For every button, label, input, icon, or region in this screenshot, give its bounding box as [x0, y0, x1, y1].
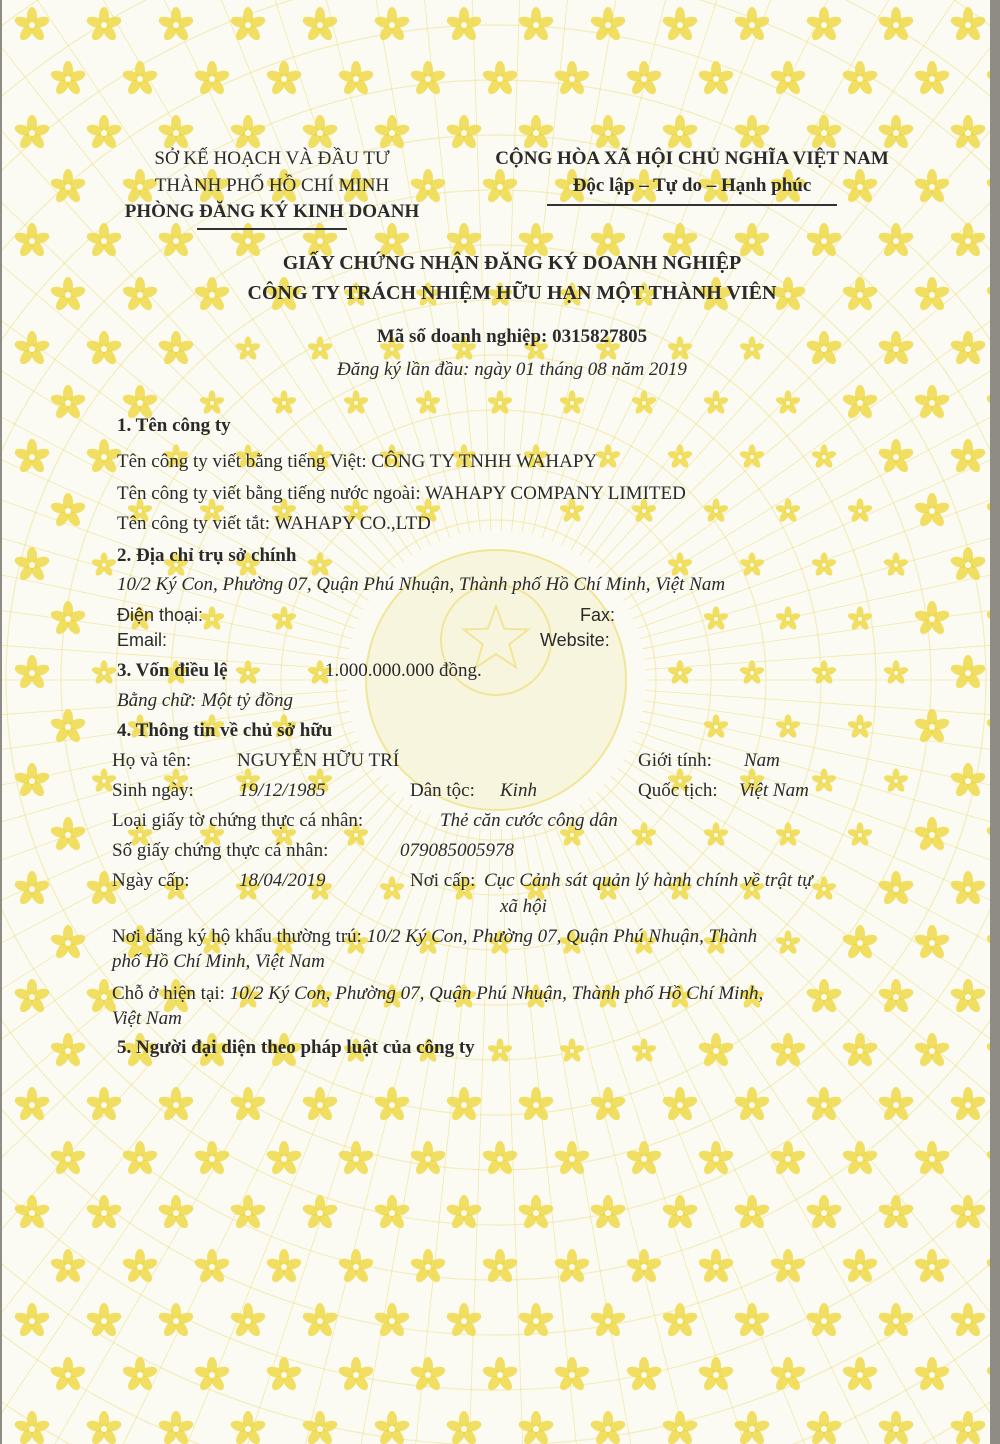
- issuer-department: SỞ KẾ HOẠCH VÀ ĐẦU TƯ: [154, 148, 390, 169]
- section-5-heading: 5. Người đại diện theo pháp luật của công ty: [117, 1037, 475, 1058]
- header-right-underline: [547, 204, 837, 206]
- issue-date-label: Ngày cấp:: [112, 870, 190, 891]
- certificate-page: [2, 0, 990, 1444]
- dob-value: 19/12/1985: [239, 780, 326, 801]
- national-motto: Độc lập – Tự do – Hạnh phúc: [572, 175, 812, 196]
- gender-value: Nam: [744, 750, 780, 771]
- permanent-residence-row: [112, 926, 757, 948]
- national-title: CỘNG HÒA XÃ HỘI CHỦ NGHĨA VIỆT NAM: [495, 148, 889, 169]
- section-4-heading: 4. Thông tin về chủ sở hữu: [117, 720, 333, 741]
- certificate-title: GIẤY CHỨNG NHẬN ĐĂNG KÝ DOANH NGHIỆP: [282, 252, 742, 274]
- current-residence-value-line2: Việt Nam: [112, 1008, 182, 1029]
- foreign-name-row: [117, 483, 686, 505]
- issuer-city: THÀNH PHỐ HỒ CHÍ MINH: [154, 175, 390, 196]
- short-name-row: [117, 513, 431, 535]
- short-name-label: Tên công ty viết tắt:: [117, 513, 271, 534]
- current-residence-row: [112, 983, 763, 1005]
- company-type-title: CÔNG TY TRÁCH NHIỆM HỮU HẠN MỘT THÀNH VIÊN: [247, 282, 777, 304]
- foreign-name-label: Tên công ty viết bằng tiếng nước ngoài:: [117, 483, 421, 504]
- id-number-value: 079085005978: [400, 840, 514, 861]
- current-residence-value-line1: 10/2 Ký Con, Phường 07, Quận Phú Nhuận, Thành phố Hồ Chí Minh,: [229, 983, 764, 1004]
- short-name-value: WAHAPY CO.,LTD: [274, 513, 431, 534]
- charter-capital-value: 1.000.000.000 đồng.: [325, 660, 482, 681]
- ethnic-label: Dân tộc:: [410, 780, 475, 801]
- current-residence-label: Chỗ ở hiện tại:: [112, 983, 225, 1004]
- section-2-heading: 2. Địa chỉ trụ sở chính: [117, 545, 297, 566]
- id-type-value: Thẻ căn cước công dân: [440, 810, 618, 831]
- issue-place-label: Nơi cấp:: [410, 870, 476, 891]
- id-number-label: Số giấy chứng thực cá nhân:: [112, 840, 329, 861]
- header-left-underline: [197, 228, 347, 230]
- permanent-residence-value-line1: 10/2 Ký Con, Phường 07, Quận Phú Nhuận, Thành: [366, 926, 758, 947]
- section-3-heading: 3. Vốn điều lệ: [117, 660, 228, 681]
- id-type-label: Loại giấy tờ chứng thực cá nhân:: [112, 810, 364, 831]
- issuer-office: PHÒNG ĐĂNG KÝ KINH DOANH: [124, 201, 420, 222]
- nationality-value: Việt Nam: [739, 780, 809, 801]
- foreign-name-value: WAHAPY COMPANY LIMITED: [425, 483, 686, 504]
- first-registration-date: Đăng ký lần đầu: ngày 01 tháng 08 năm 2019: [337, 359, 687, 380]
- issue-date-value: 18/04/2019: [239, 870, 326, 891]
- head-office-address: 10/2 Ký Con, Phường 07, Quận Phú Nhuận, Thành phố Hồ Chí Minh, Việt Nam: [117, 574, 726, 595]
- email-label: Email:: [117, 630, 168, 650]
- owner-name-label: Họ và tên:: [112, 750, 192, 771]
- nationality-label: Quốc tịch:: [638, 780, 718, 801]
- vn-name-value: CÔNG TY TNHH WAHAPY: [371, 451, 598, 472]
- section-1-heading: 1. Tên công ty: [117, 415, 231, 436]
- fax-label: Fax:: [580, 605, 616, 625]
- gender-label: Giới tính:: [638, 750, 712, 771]
- owner-name-value: NGUYỄN HỮU TRÍ: [237, 750, 400, 771]
- capital-in-words: Bằng chữ: Một tỷ đồng: [117, 690, 294, 711]
- dob-label: Sinh ngày:: [112, 780, 194, 801]
- permanent-residence-value-line2: phố Hồ Chí Minh, Việt Nam: [112, 951, 325, 972]
- vn-name-row: [117, 451, 597, 473]
- vn-name-label: Tên công ty viết bằng tiếng Việt:: [117, 451, 367, 472]
- website-label: Website:: [540, 630, 610, 650]
- phone-label: Điện thoại:: [117, 605, 204, 625]
- permanent-residence-label: Nơi đăng ký hộ khẩu thường trú:: [112, 926, 362, 947]
- ethnic-value: Kinh: [500, 780, 537, 801]
- enterprise-code: Mã số doanh nghiệp: 0315827805: [376, 326, 648, 347]
- issue-place-value-line1: Cục Cảnh sát quản lý hành chính về trật tự: [484, 870, 813, 891]
- issue-place-value-line2: xã hội: [500, 896, 547, 917]
